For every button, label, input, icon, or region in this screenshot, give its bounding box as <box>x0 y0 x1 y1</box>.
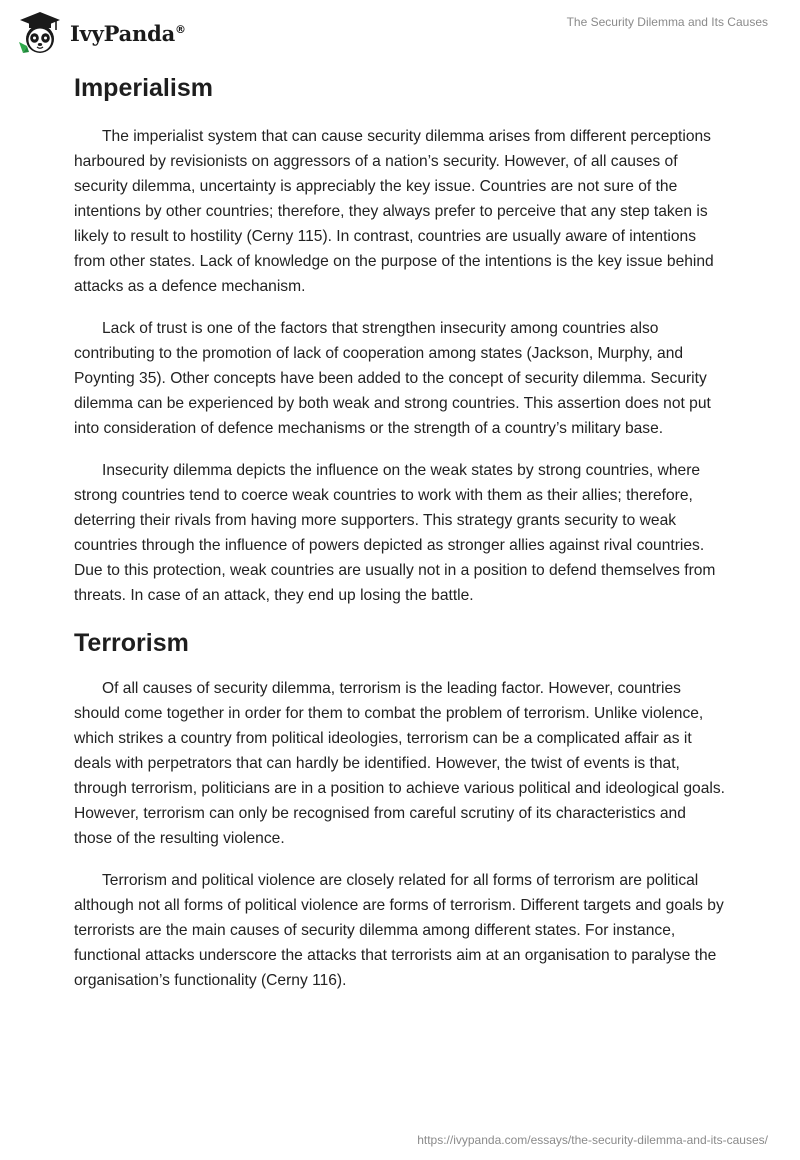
logo-name: IvyPanda <box>70 20 176 46</box>
paragraph: Lack of trust is one of the factors that strengthen insecurity among countries also contributing to the promotion of lack of cooperation among states (Jackson, Murphy, and Poynting 35). Other concepts have been added to the concept of security dilemma. Security dilemma can be experienced by both weak and strong countries. This assertion does not put into consideration of defence mechanisms or the strength of a country’s military base. <box>74 320 711 437</box>
source-url[interactable]: https://ivypanda.com/essays/the-security-dilemma-and-its-causes/ <box>417 1133 768 1147</box>
page-header <box>0 0 800 62</box>
paragraph: The imperialist system that can cause security dilemma arises from different perceptions harboured by revisionists on aggressors of a nation’s security. However, of all causes of security dilemma, uncertainty is appreciably the key issue. Countries are not sure of the intentions by other countries; therefore, they always prefer to perceive that any step taken is likely to result to hostility (Cerny 115). In contrast, countries are usually aware of intentions from other states. Lack of knowledge on the purpose of the intentions is the key issue behind attacks as a defence mechanism. <box>74 128 714 295</box>
paragraph: Terrorism and political violence are closely related for all forms of terrorism are political although not all forms of political violence are forms of terrorism. Different targets and goals by terrorists are the main causes of security dilemma among different states. For instance, functional attacks underscore the attacks that terrorists aim at an organisation to paralyse the organisation’s functionality (Cerny 116). <box>74 872 724 989</box>
paragraph: Insecurity dilemma depicts the influence on the weak states by strong countries, where strong countries tend to coerce weak countries to work with them as their allies; therefore, deterring their rivals from having more supporters. This strategy grants security to weak countries through the influence of powers depicted as stronger allies against rival countries. Due to this protection, weak countries are usually not in a position to defend themselves from threats. In case of an attack, they end up losing the battle. <box>74 462 716 604</box>
panda-graduate-logo-icon <box>16 8 64 56</box>
section-heading-terrorism: Terrorism <box>74 629 189 657</box>
registered-mark: ® <box>175 22 186 36</box>
document-title: The Security Dilemma and Its Causes <box>566 15 768 29</box>
section-heading-imperialism: Imperialism <box>74 74 213 102</box>
paragraph: Of all causes of security dilemma, terrorism is the leading factor. However, countries should come together in order for them to combat the problem of terrorism. Unlike violence, which strikes a country from political ideologies, terrorism can be a complicated affair as it deals with perpetrators that can hardly be identified. However, the twist of events is that, through terrorism, politicians are in a position to achieve various political and ideological goals. However, terrorism can only be recognised from careful scrutiny of its characteristics and those of the resulting violence. <box>74 680 725 847</box>
essay-content <box>74 68 726 993</box>
logo-wordmark <box>70 21 186 46</box>
ivypanda-logo[interactable] <box>16 8 186 56</box>
